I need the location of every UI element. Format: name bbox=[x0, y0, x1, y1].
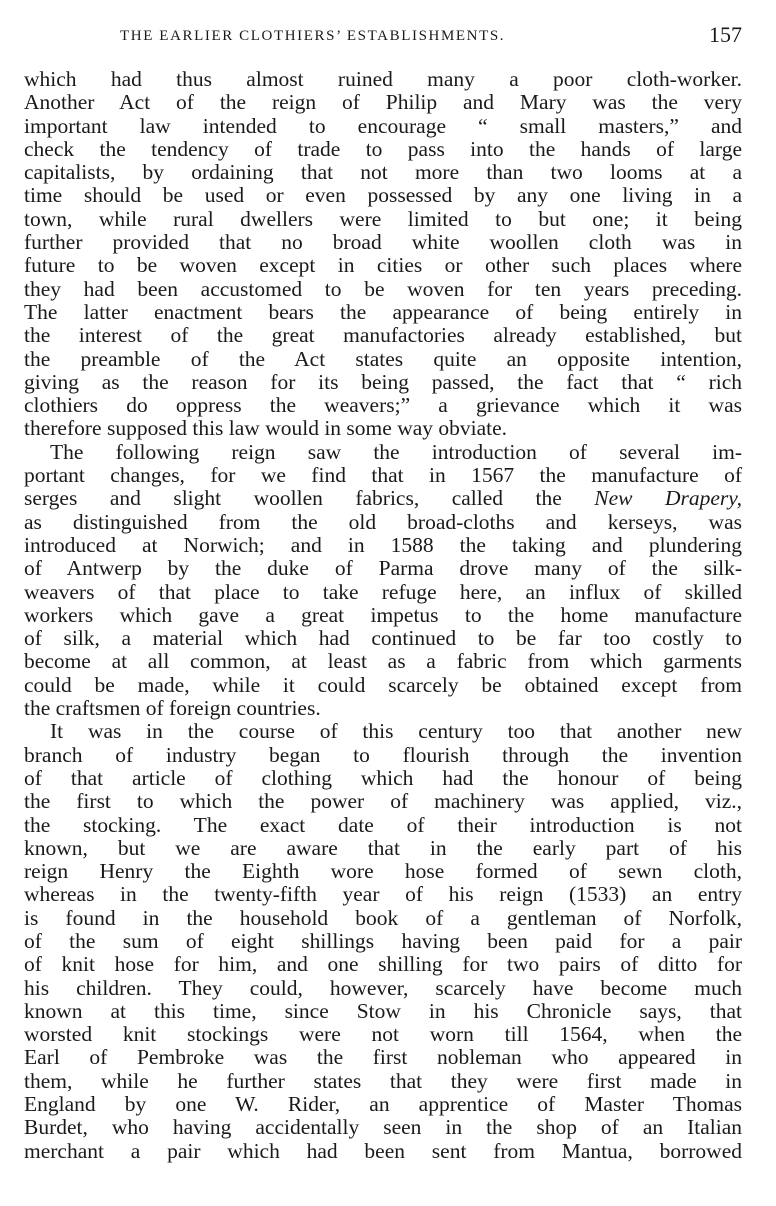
paragraph bbox=[24, 441, 742, 721]
text-line: therefore supposed this law would in some way obviate. bbox=[24, 416, 508, 441]
page-number: 157 bbox=[709, 22, 742, 47]
text-line: important law intended to encourage “ small masters,” and bbox=[24, 113, 742, 138]
text-line: weavers of that place to take refuge here, an influx of skilled bbox=[24, 579, 742, 604]
text-line: the first to which the power of machinery was applied, viz., bbox=[24, 789, 742, 814]
text-line: them, while he further states that they were first made in bbox=[24, 1068, 742, 1093]
text-line: the stocking. The exact date of their introduction is not bbox=[24, 812, 742, 837]
text-line: the craftsmen of foreign countries. bbox=[24, 696, 321, 721]
text-line: serges and slight woollen fabrics, called the New Drapery, bbox=[24, 486, 742, 511]
text-line: workers which gave a great impetus to the home manufacture bbox=[24, 602, 742, 627]
text-line: giving as the reason for its being passed, the fact that “ rich bbox=[24, 369, 742, 394]
text-line: known at this time, since Stow in his Chronicle says, that bbox=[24, 998, 742, 1023]
text-line: branch of industry began to flourish through the invention bbox=[24, 742, 742, 767]
book-page bbox=[24, 22, 742, 1163]
text-line: of Antwerp by the duke of Parma drove many of the silk- bbox=[24, 556, 742, 581]
running-title: THE EARLIER CLOTHIERS’ ESTABLISHMENTS. bbox=[120, 28, 506, 44]
text-line: Burdet, who having accidentally seen in the shop of an Italian bbox=[24, 1115, 742, 1140]
text-line: clothiers do oppress the weavers;” a grievance which it was bbox=[24, 393, 742, 418]
text-line: as distinguished from the old broad-cloths and kerseys, was bbox=[24, 509, 742, 534]
text-line: future to be woven except in cities or other such places where bbox=[24, 253, 742, 278]
body-text bbox=[24, 68, 742, 1163]
italic-term: New Drapery, bbox=[594, 486, 742, 511]
text-line: they had been accustomed to be woven for ten years preceding. bbox=[24, 276, 742, 301]
text-line: become at all common, at least as a fabric from which garments bbox=[24, 649, 742, 674]
text-line: of the sum of eight shillings having been paid for a pair bbox=[24, 928, 742, 953]
text-line: It was in the course of this century too that another new bbox=[50, 719, 742, 744]
paragraph bbox=[24, 68, 742, 441]
text-line: capitalists, by ordaining that not more than two looms at a bbox=[24, 160, 742, 185]
text-line: Another Act of the reign of Philip and Mary was the very bbox=[24, 90, 742, 115]
text-line: worsted knit stockings were not worn till 1564, when the bbox=[24, 1022, 742, 1047]
text-line: The latter enactment bears the appearance of being entirely in bbox=[24, 299, 742, 324]
text-line: Earl of Pembroke was the first nobleman who appeared in bbox=[24, 1045, 742, 1070]
text-line: known, but we are aware that in the early part of his bbox=[24, 835, 742, 860]
text-line: merchant a pair which had been sent from Mantua, borrowed bbox=[24, 1138, 742, 1163]
text-line: is found in the household book of a gentleman of Norfolk, bbox=[24, 905, 742, 930]
text-line: of silk, a material which had continued to be far too costly to bbox=[24, 626, 742, 651]
text-line: introduced at Norwich; and in 1588 the taking and plundering bbox=[24, 532, 742, 557]
text-line: portant changes, for we find that in 1567 the manufacture of bbox=[24, 463, 742, 488]
running-head bbox=[24, 22, 742, 50]
paragraph bbox=[24, 720, 742, 1163]
text-line: town, while rural dwellers were limited to but one; it being bbox=[24, 206, 742, 231]
text-line: whereas in the twenty-fifth year of his reign (1533) an entry bbox=[24, 882, 742, 907]
text-line: England by one W. Rider, an apprentice of Master Thomas bbox=[24, 1092, 742, 1117]
text-line: of knit hose for him, and one shilling for two pairs of ditto for bbox=[24, 952, 742, 977]
text-line: the interest of the great manufactories already established, but bbox=[24, 323, 742, 348]
text-line: which had thus almost ruined many a poor cloth-worker. bbox=[24, 67, 742, 91]
text-line: reign Henry the Eighth wore hose formed of sewn cloth, bbox=[24, 859, 742, 884]
text-line: further provided that no broad white woollen cloth was in bbox=[24, 230, 742, 255]
text-line: the preamble of the Act states quite an opposite intention, bbox=[24, 346, 742, 371]
text-line: The following reign saw the introduction of several im- bbox=[50, 439, 742, 464]
text-line: time should be used or even possessed by any one living in a bbox=[24, 183, 742, 208]
text-line: could be made, while it could scarcely be obtained except from bbox=[24, 672, 742, 697]
text-line: of that article of clothing which had the honour of being bbox=[24, 765, 742, 790]
text-line: check the tendency of trade to pass into the hands of large bbox=[24, 136, 742, 161]
text-line: his children. They could, however, scarcely have become much bbox=[24, 975, 742, 1000]
